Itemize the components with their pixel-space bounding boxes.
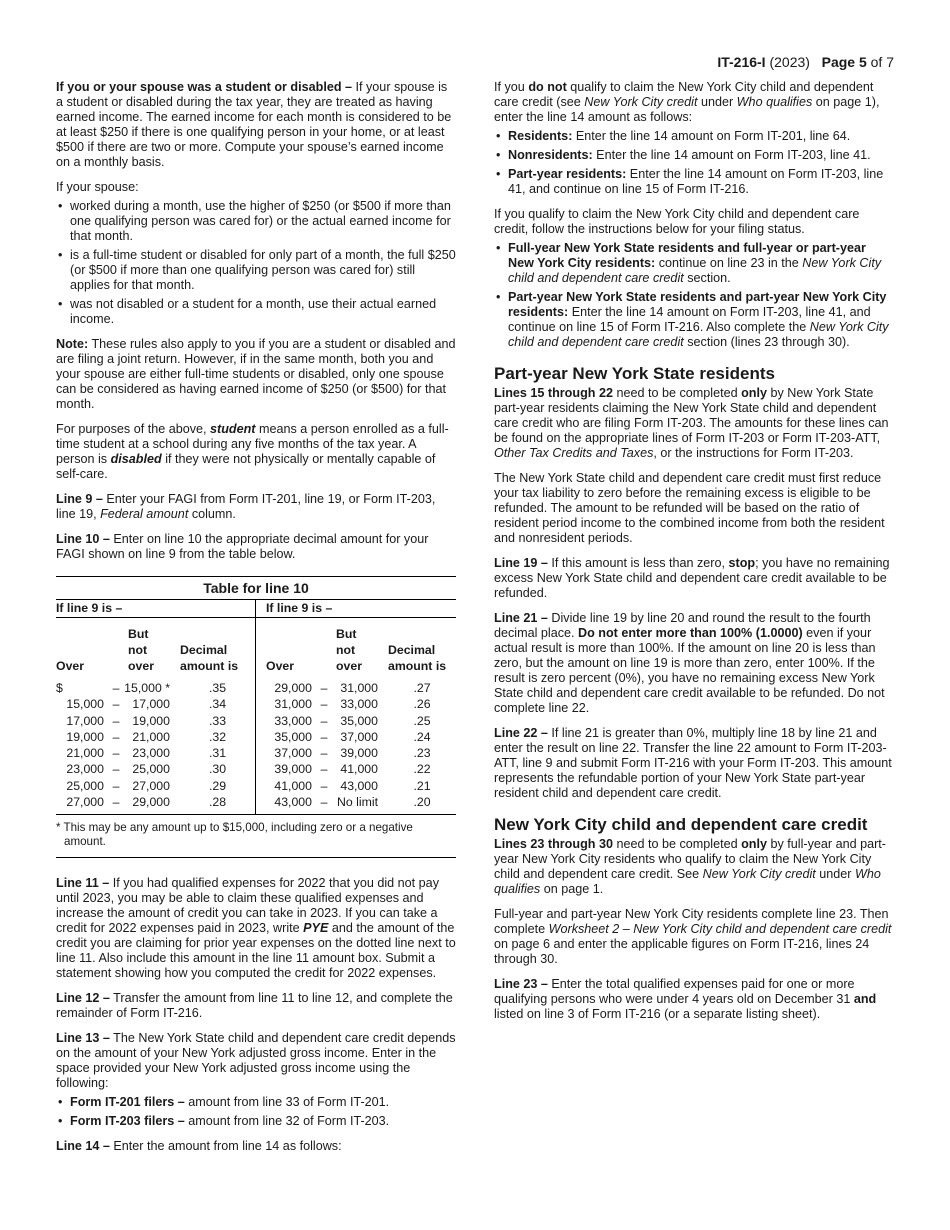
cell-over: 27,000	[66, 795, 104, 810]
table-condition-label: If line 9 is –	[56, 600, 255, 618]
cell-dash: –	[320, 713, 328, 728]
col-decimal-header: Decimal amount is	[388, 643, 447, 673]
cell-over: 19,000	[66, 729, 104, 744]
cell-but-not-over: 41,000	[340, 762, 378, 777]
table-row	[256, 745, 456, 761]
table-row	[56, 745, 255, 761]
line-10-instructions: Line 10 – Enter on line 10 the appropriate decimal amount for your FAGI shown on line 9 from the table below.	[56, 532, 429, 561]
cell-dash: –	[320, 778, 328, 793]
table-row	[256, 794, 456, 814]
cell-decimal: .25	[413, 713, 431, 728]
cell-decimal: .20	[413, 795, 431, 810]
table-right-half	[256, 600, 456, 814]
cell-decimal: .21	[413, 778, 431, 793]
cell-decimal: .32	[208, 729, 227, 744]
note-paragraph: Note: These rules also apply to you if you are a student or disabled and are filing a joint return. However, if in the same month, both you and your spouse are either full-time students or disabled, only one spouse can be considered as having earned income of $250 (or $500) for that month.	[56, 337, 456, 411]
table-row	[256, 761, 456, 777]
cell-dash: –	[320, 762, 328, 777]
cell-dash: –	[320, 729, 328, 744]
list-item: • Part-year New York State residents and part-year New York City residents: Enter the line 14 amount on Form IT-203, line 41, and continue on line 15 of Form IT-216. Also complete the New York City child and dependent care credit section (lines 23 through 30).	[494, 290, 894, 350]
cell-dash: –	[320, 681, 328, 695]
nyc-qualify-paragraph: If you qualify to claim the New York City child and dependent care credit, follow the instructions below for your filing status.	[494, 207, 860, 236]
cell-over: 43,000	[274, 795, 312, 810]
cell-over: 35,000	[274, 729, 312, 744]
table-row	[256, 680, 456, 696]
table-row	[256, 713, 456, 729]
table-row	[56, 680, 255, 696]
filing-bullet-list	[494, 129, 894, 197]
if-spouse-intro: If your spouse:	[56, 180, 139, 194]
table-row	[256, 778, 456, 794]
student-disabled-paragraph: If you or your spouse was a student or disabled – If your spouse is a student or disabled during the tax year, they are treated as having earned income. The earned income for each month is considered to be at least $250 if there is one qualifying person in your home, or at least $500 if there are two or more. Compute your spouse’s earned income on a monthly basis.	[56, 80, 452, 169]
line-13-instructions: Line 13 – The New York State child and dependent care credit depends on the amount of your New York adjusted gross income. Enter in the space provided your New York adjusted gross income using the following:	[56, 1031, 456, 1091]
cell-over: 37,000	[274, 746, 312, 761]
cell-but-not-over: 19,000	[132, 713, 170, 728]
table-condition-label: If line 9 is –	[256, 600, 456, 618]
cell-over: $	[56, 681, 63, 695]
cell-dash: –	[112, 795, 120, 810]
cell-over: 39,000	[274, 762, 312, 777]
cell-decimal: .31	[208, 746, 227, 761]
list-item: • Residents: Enter the line 14 amount on Form IT-201, line 64.	[494, 129, 894, 144]
cell-dash: –	[112, 697, 120, 712]
cell-dash: –	[112, 778, 120, 793]
part-year-heading: Part-year New York State residents	[494, 364, 775, 383]
nyc-worksheet-paragraph: Full-year and part-year New York City residents complete line 23. Then complete Worksheet 2 – New York City child and dependent care credit on page 6 and enter the applicable figures on Form IT-216, lines 24 through 30.	[494, 907, 892, 966]
line-10-table	[56, 576, 456, 815]
line-11-instructions: Line 11 – If you had qualified expenses for 2022 that you did not pay until 2023, you may be able to claim these qualified expenses and increase the amount of credit you can take in 2023. If you can take a credit for 2022 expenses paid in 2023, write PYE and the amount of the credit you are claiming for prior year expenses on the dotted line next to line 11. Also include this amount in the line 11 amount box. Submit a statement showing how you computed the credit for 2022 expenses.	[56, 876, 456, 981]
cell-but-not-over: 27,000	[132, 778, 170, 793]
form-year: (2023)	[765, 54, 810, 70]
part-year-paragraph: Lines 15 through 22 need to be completed only by New York State part-year residents claiming the New York State child and dependent care credit who are filing Form IT-203. The amounts for these lines can be found on the appropriate lines of Form IT-203 or Form IT-203-ATT, Other Tax Credits and Taxes, or the instructions for Form IT-203.	[494, 386, 889, 460]
line-14-instructions: Line 14 – Enter the amount from line 14 as follows:	[56, 1139, 342, 1154]
list-item: • Part-year residents: Enter the line 14 amount on Form IT-203, line 41, and continue on line 15 of Form IT-216.	[494, 167, 894, 197]
cell-but-not-over: 43,000	[340, 778, 378, 793]
page-header	[717, 54, 894, 70]
cell-but-not-over: 29,000	[132, 795, 170, 810]
cell-decimal: .24	[413, 729, 431, 744]
cell-but-not-over: 21,000	[132, 729, 170, 744]
table-row	[56, 794, 255, 814]
page-label: Page 5	[821, 54, 867, 70]
table-row	[56, 696, 255, 712]
line-23-instructions: Line 23 – Enter the total qualified expenses paid for one or more qualifying persons who were under 4 years old on December 31 and listed on line 3 of Form IT-216 (or a separate listing sheet).	[494, 977, 877, 1021]
table-title: Table for line 10	[56, 577, 456, 600]
cell-but-not-over: No limit	[337, 795, 378, 810]
cell-decimal: .30	[208, 762, 227, 777]
spouse-bullet-list	[56, 199, 456, 327]
col-butnot-header: But not over	[128, 627, 154, 673]
cell-but-not-over: 25,000	[132, 762, 170, 777]
cell-decimal: .28	[208, 795, 227, 810]
cell-decimal: .35	[208, 681, 227, 695]
cell-over: 15,000	[66, 697, 104, 712]
right-column	[494, 80, 894, 1032]
cell-but-not-over: 35,000	[340, 713, 378, 728]
table-footnote: * This may be any amount up to $15,000, including zero or a negative amount.	[56, 815, 456, 858]
list-item: • was not disabled or a student for a month, use their actual earned income.	[56, 297, 456, 327]
list-item: • worked during a month, use the higher of $250 (or $500 if more than one qualifying person was cared for) or the actual earned income for that month.	[56, 199, 456, 244]
col-decimal-header: Decimal amount is	[180, 643, 239, 673]
line-22-instructions: Line 22 – If line 21 is greater than 0%, multiply line 18 by line 21 and enter the result on line 22. Transfer the line 22 amount to Form IT-203-ATT, line 9 and submit Form IT-216 with your Form IT-203. This amount represents the refundable portion of your New York State part-year resident child and dependent care credit.	[494, 726, 892, 800]
cell-decimal: .34	[208, 697, 227, 712]
cell-over: 25,000	[66, 778, 104, 793]
cell-over: 17,000	[66, 713, 104, 728]
cell-over: 23,000	[66, 762, 104, 777]
definitions-paragraph: For purposes of the above, student means a person enrolled as a full-time student at a school during any five months of the tax year. A person is disabled if they were not physically or mentally capable of self-care.	[56, 422, 449, 481]
table-row	[56, 761, 255, 777]
cell-decimal: .29	[208, 778, 227, 793]
table-row	[56, 778, 255, 794]
list-item: • Full-year New York State residents and full-year or part-year New York City residents: continue on line 23 in the New York City child and dependent care credit section.	[494, 241, 894, 286]
cell-decimal: .33	[208, 713, 227, 728]
cell-dash: –	[112, 713, 120, 728]
line-13-bullet-list	[56, 1095, 456, 1129]
cell-dash: –	[320, 795, 328, 810]
cell-dash: –	[112, 729, 120, 744]
cell-dash: –	[320, 697, 328, 712]
cell-over: 21,000	[66, 746, 104, 761]
cell-but-not-over: 15,000 *	[124, 681, 170, 695]
col-over-header: Over	[56, 659, 85, 673]
cell-but-not-over: 23,000	[132, 746, 170, 761]
cell-dash: –	[112, 681, 120, 695]
cell-but-not-over: 33,000	[340, 697, 378, 712]
table-row	[56, 729, 255, 745]
table-left-half	[56, 600, 256, 814]
nyc-heading: New York City child and dependent care credit	[494, 815, 868, 834]
cell-dash: –	[112, 746, 120, 761]
list-item: • is a full-time student or disabled for only part of a month, the full $250 (or $500 if more than one qualifying person was cared for) still applies for that month.	[56, 248, 456, 293]
cell-dash: –	[112, 762, 120, 777]
col-over-header: Over	[266, 659, 295, 673]
cell-decimal: .22	[413, 762, 431, 777]
list-item: • Form IT-203 filers – amount from line 32 of Form IT-203.	[56, 1114, 456, 1129]
table-row	[56, 713, 255, 729]
col-butnot-header: But not over	[336, 627, 362, 673]
status-bullet-list	[494, 241, 894, 350]
table-row	[256, 696, 456, 712]
list-item: • Nonresidents: Enter the line 14 amount on Form IT-203, line 41.	[494, 148, 894, 163]
cell-over: 41,000	[274, 778, 312, 793]
refund-paragraph: The New York State child and dependent care credit must first reduce your tax liability to zero before the remaining excess is eligible to be refunded. The amount to be refunded will be based on the ratio of resident period income to the combined income from both the resident and nonresident periods.	[494, 471, 885, 545]
table-row	[256, 729, 456, 745]
line-9-instructions: Line 9 – Enter your FAGI from Form IT-201, line 19, or Form IT-203, line 19, Federal amount column.	[56, 492, 436, 521]
cell-dash: –	[320, 746, 328, 761]
list-item: • Form IT-201 filers – amount from line 33 of Form IT-201.	[56, 1095, 456, 1110]
cell-but-not-over: 39,000	[340, 746, 378, 761]
page-of: of 7	[866, 54, 894, 70]
cell-over: 31,000	[274, 697, 312, 712]
cell-over: 29,000	[274, 681, 312, 695]
cell-over: 33,000	[274, 713, 312, 728]
cell-decimal: .26	[413, 697, 431, 712]
form-id: IT-216-I	[717, 54, 766, 70]
cell-but-not-over: 37,000	[340, 729, 378, 744]
line-12-instructions: Line 12 – Transfer the amount from line 11 to line 12, and complete the remainder of Form IT-216.	[56, 991, 453, 1021]
nyc-not-qualify-paragraph: If you do not qualify to claim the New York City child and dependent care credit (see New York City credit under Who qualifies on page 1), enter the line 14 amount as follows:	[494, 80, 880, 124]
cell-but-not-over: 31,000	[340, 681, 378, 695]
line-19-instructions: Line 19 – If this amount is less than zero, stop; you have no remaining excess New York State child and dependent care credit available to be refunded.	[494, 556, 890, 600]
nyc-paragraph: Lines 23 through 30 need to be completed only by full-year and part-year New York City residents who qualify to claim the New York City child and dependent care credit. See New York City credit under Who qualifies on page 1.	[494, 837, 886, 896]
left-column	[56, 80, 456, 1164]
cell-decimal: .27	[413, 681, 431, 695]
cell-decimal: .23	[413, 746, 431, 761]
cell-but-not-over: 17,000	[132, 697, 170, 712]
line-21-instructions: Line 21 – Divide line 19 by line 20 and round the result to the fourth decimal place. Do not enter more than 100% (1.0000) even if your actual result is more than 100%. If the amount on line 20 is less than zero, but the amount on line 19 is more than zero, enter 100%. If the result is zero percent (0%), you have no remaining excess New York State child and dependent care credit available to be refunded. Do not complete line 22.	[494, 611, 885, 715]
